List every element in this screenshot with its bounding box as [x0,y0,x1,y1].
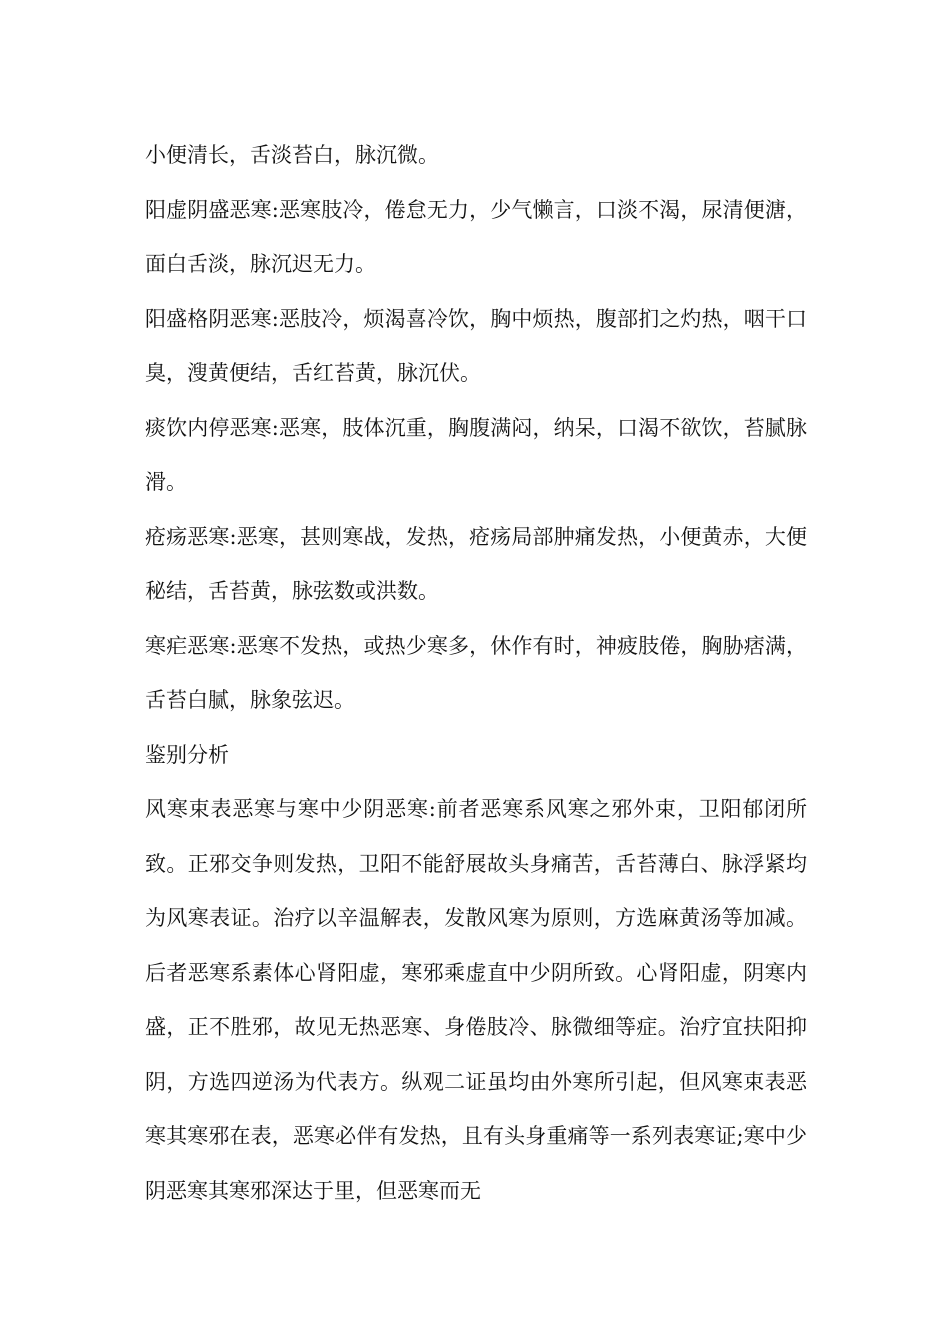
paragraph-phlegm-fluid-chills: 痰饮内停恶寒:恶寒，肢体沉重，胸腹满闷，纳呆，口渴不欲饮，苔腻脉滑。 [145,415,807,494]
section-heading-differential-analysis: 鉴别分析 [145,742,229,767]
document-body [145,128,807,1218]
paragraph-symptom-continuation: 小便清长，舌淡苔白，脉沉微。 [145,143,439,167]
paragraph-yang-deficiency-chills: 阳虚阴盛恶寒:恶寒肢冷，倦怠无力，少气懒言，口淡不渴，尿清便溏，面白舌淡，脉沉迟无力。 [145,197,807,276]
paragraph-differential-analysis: 风寒束表恶寒与寒中少阴恶寒:前者恶寒系风寒之邪外束，卫阳郁闭所致。正邪交争则发热，卫阳不能舒展故头身痛苦，舌苔薄白、脉浮紧均为风寒表证。治疗以辛温解表，发散风寒为原则，方选麻黄汤等加减。后者恶寒系素体心肾阳虚，寒邪乘虚直中少阴所致。心肾阳虚，阴寒内盛，正不胜邪，故见无热恶寒、身倦肢冷、脉微细等症。治疗宜扶阳抑阴，方选四逆汤为代表方。纵观二证虽均由外寒所引起，但风寒束表恶寒其寒邪在表，恶寒必伴有发热，且有头身重痛等一系列表寒证;寒中少阴恶寒其寒邪深达于里，但恶寒而无 [145,797,807,1203]
paragraph-cold-malaria-chills: 寒疟恶寒:恶寒不发热，或热少寒多，休作有时，神疲肢倦，胸胁痞满，舌苔白腻，脉象弦迟。 [145,633,807,712]
paragraph-yang-excess-chills: 阳盛格阴恶寒:恶肢冷，烦渴喜冷饮，胸中烦热，腹部扪之灼热，咽干口臭，溲黄便结，舌红苔黄，脉沉伏。 [145,306,807,385]
paragraph-sore-ulcer-chills: 疮疡恶寒:恶寒，甚则寒战，发热，疮疡局部肿痛发热，小便黄赤，大便秘结，舌苔黄，脉弦数或洪数。 [145,524,807,603]
